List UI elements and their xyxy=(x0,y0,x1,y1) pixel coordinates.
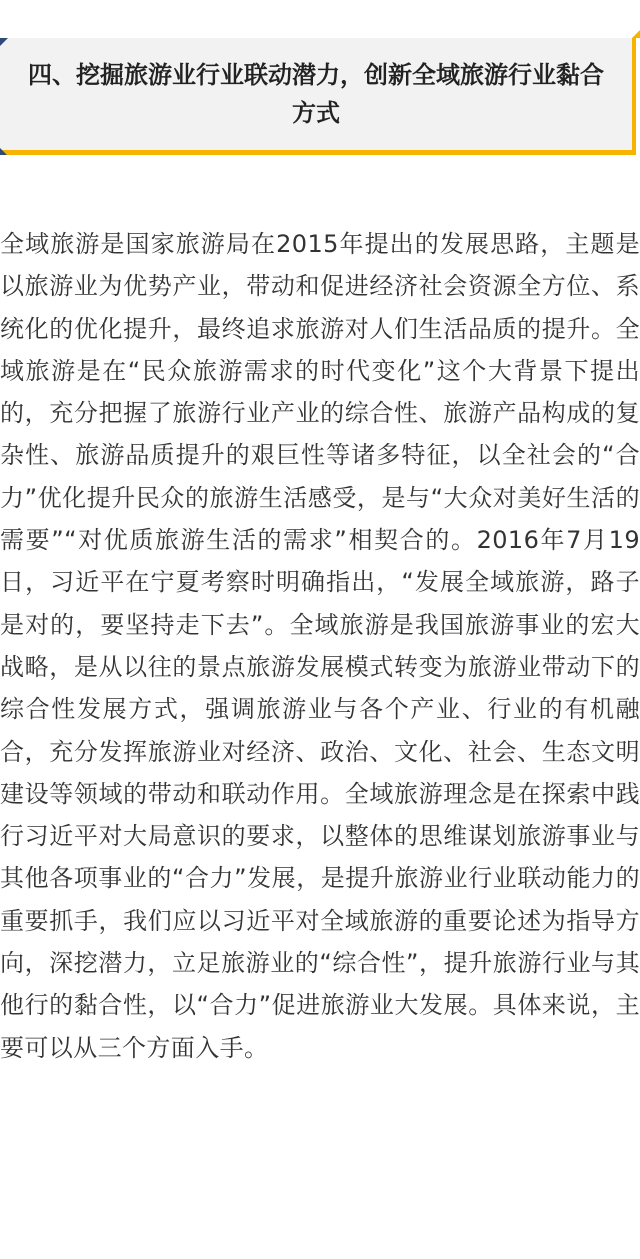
section-heading-box xyxy=(0,38,636,155)
heading-corner-top-left xyxy=(0,38,8,46)
heading-corner-top-right xyxy=(632,30,640,38)
section-title: 四、挖掘旅游业行业联动潜力，创新全域旅游行业黏合方式 xyxy=(28,61,604,127)
heading-corner-bottom-left xyxy=(0,148,7,155)
article-paragraph: 全域旅游是国家旅游局在2015年提出的发展思路，主题是以旅游业为优势产业，带动和促进经济社会资源全方位、系统化的优化提升，最终追求旅游对人们生活品质的提升。全域旅游是在“民众旅游需求的时代变化”这个大背景下提出的，充分把握了旅游行业产业的综合性、旅游产品构成的复杂性、旅游品质提升的艰巨性等诸多特征，以全社会的“合力”优化提升民众的旅游生活感受，是与“大众对美好生活的需要”“对优质旅游生活的需求”相契合的。2016年7月19日，习近平在宁夏考察时明确指出，“发展全域旅游，路子是对的，要坚持走下去”。全域旅游是我国旅游事业的宏大战略，是从以往的景点旅游发展模式转变为旅游业带动下的综合性发展方式，强调旅游业与各个产业、行业的有机融合，充分发挥旅游业对经济、政治、文化、社会、生态文明建设等领域的带动和联动作用。全域旅游理念是在探索中践行习近平对大局意识的要求，以整体的思维谋划旅游事业与其他各项事业的“合力”发展，是提升旅游业行业联动能力的重要抓手，我们应以习近平对全域旅游的重要论述为指导方向，深挖潜力，立足旅游业的“综合性”，提升旅游行业与其他行的黏合性，以“合力”促进旅游业大发展。具体来说，主要可以从三个方面入手。 xyxy=(0,230,640,1062)
